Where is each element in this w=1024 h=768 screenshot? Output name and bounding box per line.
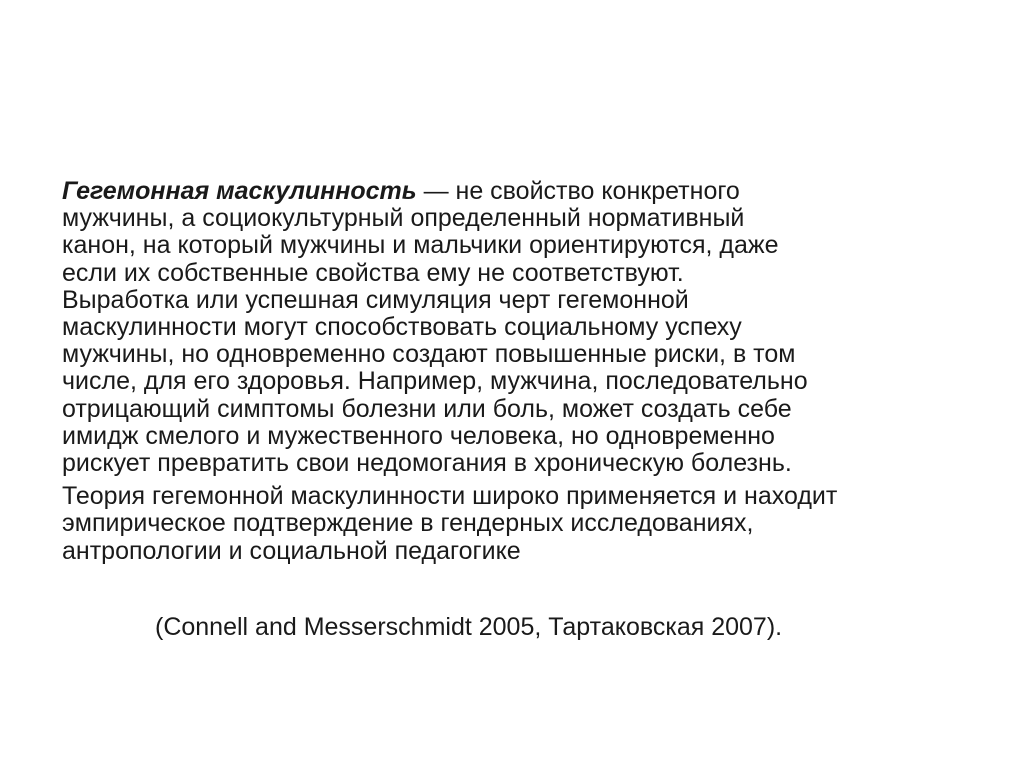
paragraph-line: антропологии и социальной педагогике bbox=[62, 536, 521, 565]
paragraph-line: если их собственные свойства ему не соответствуют. bbox=[62, 258, 684, 287]
paragraph-line: Выработка или успешная симуляция черт гегемонной bbox=[62, 285, 689, 314]
line-text: — не свойство конкретного bbox=[416, 177, 740, 205]
paragraph-line: маскулинности могут способствовать социальному успеху bbox=[62, 313, 742, 342]
paragraph-line: канон, на который мужчины и мальчики ориентируются, даже bbox=[62, 231, 779, 260]
paragraph-line: мужчины, но одновременно создают повышенные риски, в том bbox=[62, 340, 796, 369]
paragraph-line: мужчины, а социокультурный определенный нормативный bbox=[62, 204, 745, 233]
paragraph-line bbox=[62, 177, 962, 205]
paragraph-line: отрицающий симптомы болезни или боль, может создать себе bbox=[62, 394, 792, 423]
definition-paragraph bbox=[62, 178, 962, 477]
defined-term: Гегемонная маскулинность bbox=[62, 177, 417, 205]
paragraph-line: числе, для его здоровья. Например, мужчина, последовательно bbox=[62, 367, 808, 396]
paragraph-line: имидж смелого и мужественного человека, но одновременно bbox=[62, 421, 775, 450]
paragraph-line: Теория гегемонной маскулинности широко применяется и находит bbox=[62, 482, 838, 511]
citation: (Connell and Messerschmidt 2005, Тартаковская 2007). bbox=[155, 613, 783, 641]
paragraph-line: рискует превратить свои недомогания в хроническую болезнь. bbox=[62, 449, 792, 478]
theory-paragraph bbox=[62, 483, 962, 565]
slide-body bbox=[62, 178, 962, 565]
paragraph-line: эмпирическое подтверждение в гендерных исследованиях, bbox=[62, 509, 754, 538]
